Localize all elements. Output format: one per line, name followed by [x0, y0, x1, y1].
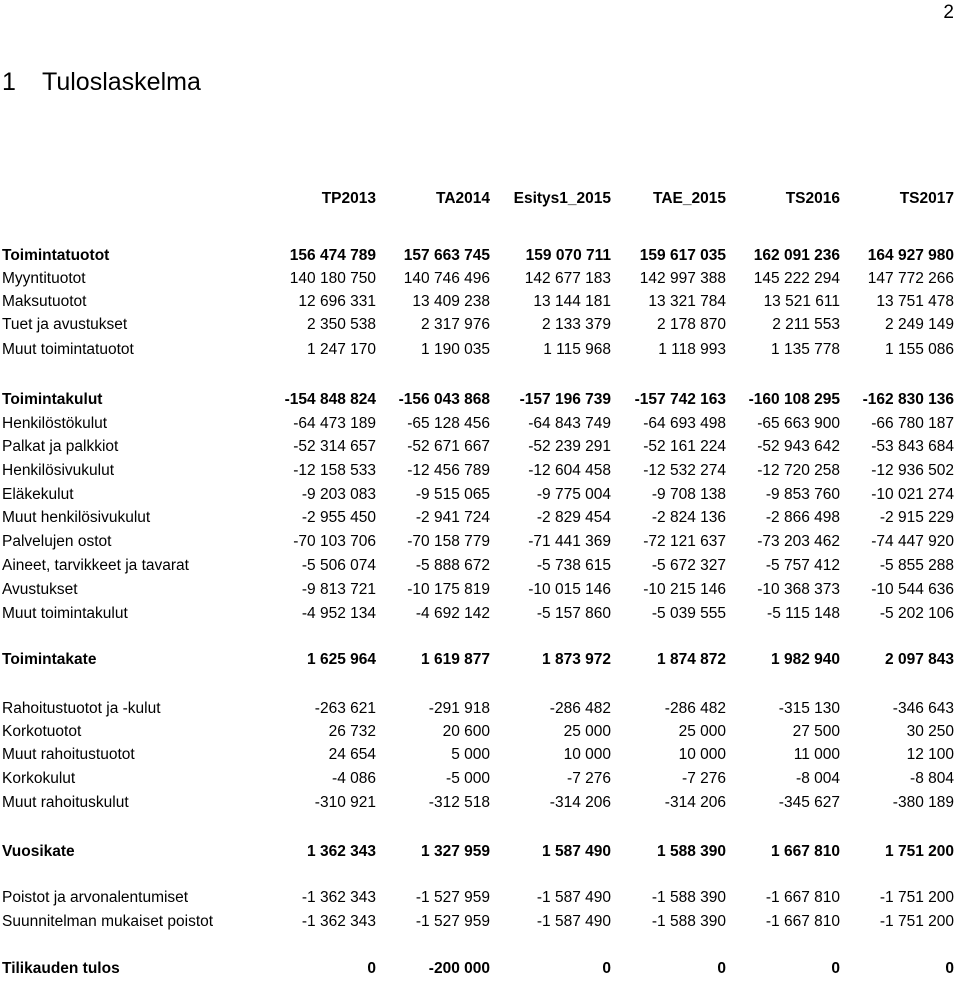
- table-row: [0, 746, 960, 768]
- row-value: -4 086: [332, 770, 376, 787]
- row-value: -12 720 258: [757, 462, 840, 479]
- row-value: 1 362 343: [307, 843, 376, 860]
- table-row: [0, 843, 960, 865]
- row-value: 164 927 980: [867, 247, 954, 264]
- row-value: -4 952 134: [301, 605, 376, 622]
- row-value: 0: [717, 960, 726, 977]
- row-value: 1 619 877: [421, 651, 490, 668]
- row-value: 1 155 086: [885, 341, 954, 358]
- row-value: -10 215 146: [643, 581, 726, 598]
- row-value: -1 527 959: [415, 913, 490, 930]
- row-value: 142 677 183: [524, 270, 611, 287]
- row-value: -64 473 189: [293, 415, 376, 432]
- row-value: -263 621: [314, 700, 376, 717]
- row-label: Myyntituotot: [2, 270, 86, 287]
- row-value: -1 527 959: [415, 889, 490, 906]
- row-value: -2 955 450: [301, 509, 376, 526]
- row-value: 2 178 870: [657, 316, 726, 333]
- row-value: 13 321 784: [648, 293, 726, 310]
- row-label: Aineet, tarvikkeet ja tavarat: [2, 557, 189, 574]
- row-value: -5 672 327: [651, 557, 726, 574]
- row-value: -286 482: [549, 700, 611, 717]
- row-value: 1 190 035: [421, 341, 490, 358]
- row-value: 142 997 388: [639, 270, 726, 287]
- row-value: -52 239 291: [528, 438, 611, 455]
- row-value: -52 161 224: [643, 438, 726, 455]
- row-value: -5 738 615: [536, 557, 611, 574]
- table-row: [0, 247, 960, 269]
- row-value: 140 746 496: [403, 270, 490, 287]
- row-value: -64 843 749: [528, 415, 611, 432]
- section-title: Tuloslaskelma: [42, 68, 201, 96]
- row-value: -315 130: [778, 700, 840, 717]
- row-value: 1 247 170: [307, 341, 376, 358]
- row-value: 13 751 478: [876, 293, 954, 310]
- page-number: 2: [943, 2, 954, 23]
- row-value: 159 617 035: [639, 247, 726, 264]
- row-value: -66 780 187: [871, 415, 954, 432]
- row-value: 162 091 236: [753, 247, 840, 264]
- row-value: -157 196 739: [519, 391, 611, 408]
- table-row: [0, 341, 960, 363]
- row-value: -9 515 065: [415, 486, 490, 503]
- table-row: [0, 391, 960, 413]
- row-value: -53 843 684: [871, 438, 954, 455]
- column-header: TS2017: [899, 190, 954, 207]
- row-value: 13 409 238: [412, 293, 490, 310]
- row-value: -7 276: [682, 770, 726, 787]
- row-value: 13 521 611: [763, 293, 840, 310]
- row-value: 10 000: [563, 746, 611, 763]
- table-row: [0, 533, 960, 555]
- row-value: 2 249 149: [885, 316, 954, 333]
- row-value: -12 936 502: [871, 462, 954, 479]
- column-header: Esitys1_2015: [513, 190, 611, 207]
- row-value: -10 544 636: [871, 581, 954, 598]
- row-value: 0: [367, 960, 376, 977]
- row-value: 2 350 538: [307, 316, 376, 333]
- row-value: 5 000: [451, 746, 490, 763]
- row-value: -9 853 760: [765, 486, 840, 503]
- row-value: 1 873 972: [542, 651, 611, 668]
- table-row: [0, 509, 960, 531]
- table-row: [0, 913, 960, 935]
- row-value: -5 157 860: [536, 605, 611, 622]
- row-label: Tilikauden tulos: [2, 960, 120, 977]
- row-value: 2 317 976: [421, 316, 490, 333]
- row-value: -1 362 343: [301, 889, 376, 906]
- row-value: -1 751 200: [879, 889, 954, 906]
- row-value: -52 671 667: [407, 438, 490, 455]
- row-label: Maksutuotot: [2, 293, 87, 310]
- row-value: -345 627: [778, 794, 840, 811]
- row-value: 25 000: [678, 723, 726, 740]
- row-value: 1 135 778: [771, 341, 840, 358]
- row-value: -1 588 390: [651, 889, 726, 906]
- row-value: -1 667 810: [765, 913, 840, 930]
- row-value: 147 772 266: [867, 270, 954, 287]
- row-value: -52 943 642: [757, 438, 840, 455]
- row-value: -72 121 637: [643, 533, 726, 550]
- table-row: [0, 581, 960, 603]
- row-value: 13 144 181: [533, 293, 611, 310]
- row-value: -65 663 900: [757, 415, 840, 432]
- table-row: [0, 700, 960, 722]
- row-label: Muut rahoituskulut: [2, 794, 129, 811]
- row-label: Muut henkilösivukulut: [2, 509, 151, 526]
- table-header: [0, 190, 960, 212]
- row-value: -5 115 148: [767, 605, 840, 622]
- row-value: -10 015 146: [528, 581, 611, 598]
- row-value: -314 206: [549, 794, 611, 811]
- row-value: -2 829 454: [536, 509, 611, 526]
- row-value: 0: [602, 960, 611, 977]
- row-value: -70 103 706: [293, 533, 376, 550]
- row-value: -8 804: [910, 770, 954, 787]
- row-value: 26 732: [328, 723, 376, 740]
- row-value: 2 133 379: [542, 316, 611, 333]
- row-value: -12 604 458: [528, 462, 611, 479]
- row-value: -1 667 810: [765, 889, 840, 906]
- row-value: -9 708 138: [651, 486, 726, 503]
- table-row: [0, 723, 960, 745]
- row-value: 0: [945, 960, 954, 977]
- row-value: 30 250: [906, 723, 954, 740]
- row-value: -5 000: [446, 770, 490, 787]
- table-row: [0, 486, 960, 508]
- row-value: -160 108 295: [748, 391, 840, 408]
- table-row: [0, 462, 960, 484]
- row-value: -70 158 779: [407, 533, 490, 550]
- column-header: TP2013: [321, 190, 376, 207]
- row-value: 1 982 940: [771, 651, 840, 668]
- row-value: -1 751 200: [879, 913, 954, 930]
- row-value: -5 506 074: [301, 557, 376, 574]
- row-value: 1 751 200: [885, 843, 954, 860]
- row-label: Eläkekulut: [2, 486, 74, 503]
- row-value: 1 115 968: [543, 341, 611, 358]
- row-value: -65 128 456: [407, 415, 490, 432]
- row-value: -312 518: [428, 794, 490, 811]
- row-label: Muut toimintatuotot: [2, 341, 134, 358]
- row-value: 159 070 711: [525, 247, 611, 264]
- column-header: TS2016: [785, 190, 840, 207]
- row-value: 12 100: [906, 746, 954, 763]
- row-value: -162 830 136: [862, 391, 954, 408]
- row-value: 0: [831, 960, 840, 977]
- row-value: 2 211 553: [772, 316, 840, 333]
- row-value: 156 474 789: [289, 247, 376, 264]
- row-value: -157 742 163: [634, 391, 726, 408]
- table-row: [0, 415, 960, 437]
- row-value: 24 654: [328, 746, 376, 763]
- row-value: -5 039 555: [651, 605, 726, 622]
- table-row: [0, 605, 960, 627]
- row-value: -1 587 490: [536, 913, 611, 930]
- row-value: -64 693 498: [643, 415, 726, 432]
- row-label: Avustukset: [2, 581, 78, 598]
- row-label: Tuet ja avustukset: [2, 316, 128, 333]
- table-row: [0, 770, 960, 792]
- row-label: Palvelujen ostot: [2, 533, 112, 550]
- column-header: TAE_2015: [653, 190, 726, 207]
- table-row: [0, 557, 960, 579]
- row-value: 10 000: [678, 746, 726, 763]
- row-value: 20 600: [442, 723, 490, 740]
- row-value: 1 667 810: [771, 843, 840, 860]
- row-value: -310 921: [314, 794, 376, 811]
- table-row: [0, 270, 960, 292]
- row-value: 140 180 750: [289, 270, 376, 287]
- row-label: Rahoitustuotot ja -kulut: [2, 700, 161, 717]
- row-value: -8 004: [796, 770, 840, 787]
- table-row: [0, 438, 960, 460]
- table-row: [0, 316, 960, 338]
- page-title: [2, 68, 201, 97]
- row-value: 157 663 745: [403, 247, 490, 264]
- table-row: [0, 794, 960, 816]
- row-value: -12 532 274: [643, 462, 726, 479]
- row-value: -286 482: [664, 700, 726, 717]
- row-label: Muut toimintakulut: [2, 605, 128, 622]
- row-value: -156 043 868: [398, 391, 490, 408]
- row-value: -7 276: [567, 770, 611, 787]
- row-value: 1 587 490: [542, 843, 611, 860]
- row-value: 2 097 843: [885, 651, 954, 668]
- row-value: -346 643: [892, 700, 954, 717]
- row-value: -5 855 288: [879, 557, 954, 574]
- row-label: Toimintatuotot: [2, 247, 110, 264]
- row-value: -71 441 369: [528, 533, 611, 550]
- row-value: 1 874 872: [657, 651, 726, 668]
- row-value: -74 447 920: [871, 533, 954, 550]
- row-value: -10 175 819: [407, 581, 490, 598]
- row-label: Palkat ja palkkiot: [2, 438, 119, 455]
- row-value: -2 941 724: [415, 509, 490, 526]
- row-label: Vuosikate: [2, 843, 75, 860]
- row-label: Korkotuotot: [2, 723, 82, 740]
- row-value: -291 918: [428, 700, 490, 717]
- row-value: 145 222 294: [753, 270, 840, 287]
- row-value: -12 456 789: [407, 462, 490, 479]
- row-value: -1 362 343: [301, 913, 376, 930]
- row-value: -9 203 083: [301, 486, 376, 503]
- row-value: 25 000: [563, 723, 611, 740]
- table-row: [0, 293, 960, 315]
- row-value: -1 587 490: [536, 889, 611, 906]
- row-label: Korkokulut: [2, 770, 76, 787]
- row-label: Poistot ja arvonalentumiset: [2, 889, 189, 906]
- row-value: -2 915 229: [879, 509, 954, 526]
- row-value: -200 000: [428, 960, 490, 977]
- row-value: -73 203 462: [757, 533, 840, 550]
- row-label: Muut rahoitustuotot: [2, 746, 135, 763]
- row-value: 12 696 331: [298, 293, 376, 310]
- row-label: Henkilösivukulut: [2, 462, 114, 479]
- row-value: -5 202 106: [879, 605, 954, 622]
- row-value: -5 757 412: [765, 557, 840, 574]
- row-label: Suunnitelman mukaiset poistot: [2, 913, 214, 930]
- row-value: 1 625 964: [307, 651, 376, 668]
- row-label: Toimintakulut: [2, 391, 103, 408]
- row-value: -2 866 498: [765, 509, 840, 526]
- column-header: TA2014: [436, 190, 490, 207]
- row-value: 1 588 390: [657, 843, 726, 860]
- row-value: -4 692 142: [415, 605, 490, 622]
- row-value: 1 327 959: [421, 843, 490, 860]
- row-value: -1 588 390: [651, 913, 726, 930]
- row-value: -9 813 721: [301, 581, 376, 598]
- section-number: 1: [2, 68, 16, 96]
- row-value: -52 314 657: [293, 438, 376, 455]
- row-value: -2 824 136: [651, 509, 726, 526]
- row-value: 1 118 993: [658, 341, 726, 358]
- row-value: -380 189: [892, 794, 954, 811]
- row-label: Henkilöstökulut: [2, 415, 108, 432]
- table-row: [0, 889, 960, 911]
- row-value: -154 848 824: [284, 391, 376, 408]
- row-value: -10 368 373: [757, 581, 840, 598]
- row-label: Toimintakate: [2, 651, 97, 668]
- table-row: [0, 651, 960, 673]
- row-value: -12 158 533: [293, 462, 376, 479]
- row-value: 11 000: [793, 746, 840, 763]
- row-value: 27 500: [792, 723, 840, 740]
- row-value: -10 021 274: [871, 486, 954, 503]
- row-value: -5 888 672: [415, 557, 490, 574]
- row-value: -9 775 004: [536, 486, 611, 503]
- row-value: -314 206: [664, 794, 726, 811]
